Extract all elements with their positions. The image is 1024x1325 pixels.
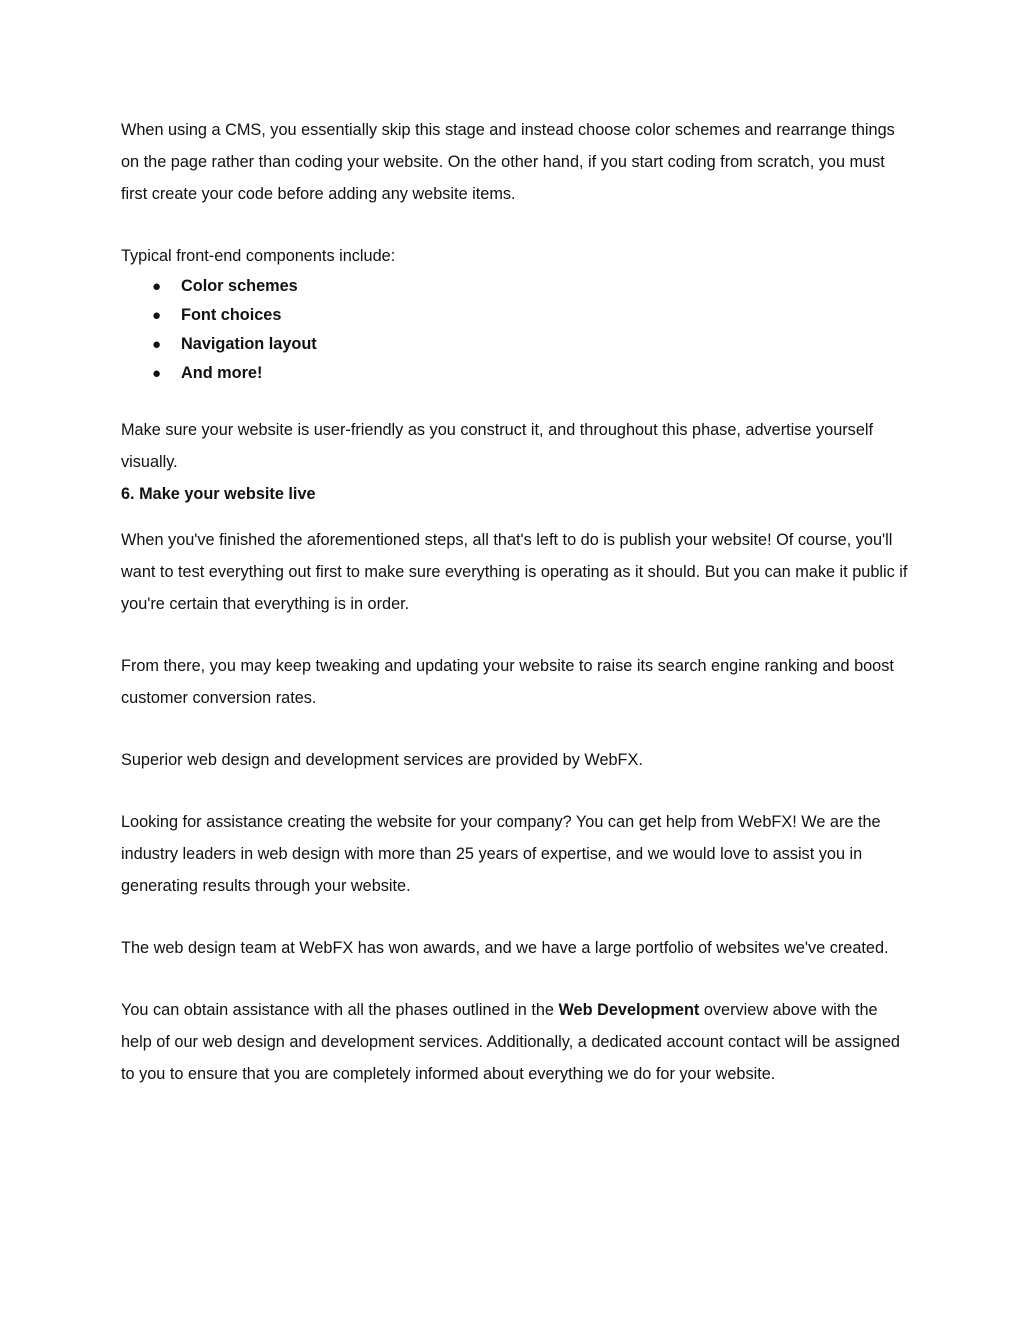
paragraph-assistance: Looking for assistance creating the website for your company? You can get help from WebFX! We are the industry leaders in web design with more than 25 years of expertise, and we would love to assist you in generating results through your website. (121, 813, 881, 895)
list-item-label: And more! (181, 364, 263, 382)
list-item (121, 272, 911, 301)
bullet-icon: ● (152, 307, 162, 324)
front-end-components-list (121, 272, 911, 388)
paragraph-phases (121, 994, 911, 1090)
section-heading: 6. Make your website live (121, 485, 316, 503)
list-item-label: Navigation layout (181, 335, 317, 353)
paragraph-publish: When you've finished the aforementioned steps, all that's left to do is publish your website! Of course, you'll want to test everything out first to make sure everything is operating as it should. But you can make it public if you're certain that everything is in order. (121, 531, 908, 613)
bullet-icon: ● (152, 336, 162, 353)
list-item (121, 359, 911, 388)
paragraph-components-intro: Typical front-end components include: (121, 247, 396, 265)
paragraph-tweaking: From there, you may keep tweaking and updating your website to raise its search engine ranking and boost customer conversion rates. (121, 657, 894, 707)
list-item (121, 301, 911, 330)
paragraph-user-friendly: Make sure your website is user-friendly as you construct it, and throughout this phase, advertise yourself visually. (121, 421, 874, 471)
web-development-emphasis: Web Development (558, 1001, 700, 1019)
paragraph-phases-end: overview above with the help of our web design and development services. Additionally, a dedicated account contact will be assigned to you to ensure that you are completely informed about everything we do for your website. (121, 1001, 900, 1083)
paragraph-cms-intro: When using a CMS, you essentially skip this stage and instead choose color schemes and rearrange things on the page rather than coding your website. On the other hand, if you start coding from scratch, you must first create your code before adding any website items. (121, 121, 895, 203)
paragraph-webfx-services: Superior web design and development services are provided by WebFX. (121, 751, 643, 769)
list-item (121, 330, 911, 359)
list-item-label: Font choices (181, 306, 282, 324)
list-item-label: Color schemes (181, 277, 298, 295)
bullet-icon: ● (152, 365, 162, 382)
bullet-icon: ● (152, 278, 162, 295)
paragraph-awards: The web design team at WebFX has won awards, and we have a large portfolio of websites we've created. (121, 939, 889, 957)
document-body (121, 114, 911, 1090)
paragraph-phases-start: You can obtain assistance with all the phases outlined in the (121, 1001, 559, 1019)
